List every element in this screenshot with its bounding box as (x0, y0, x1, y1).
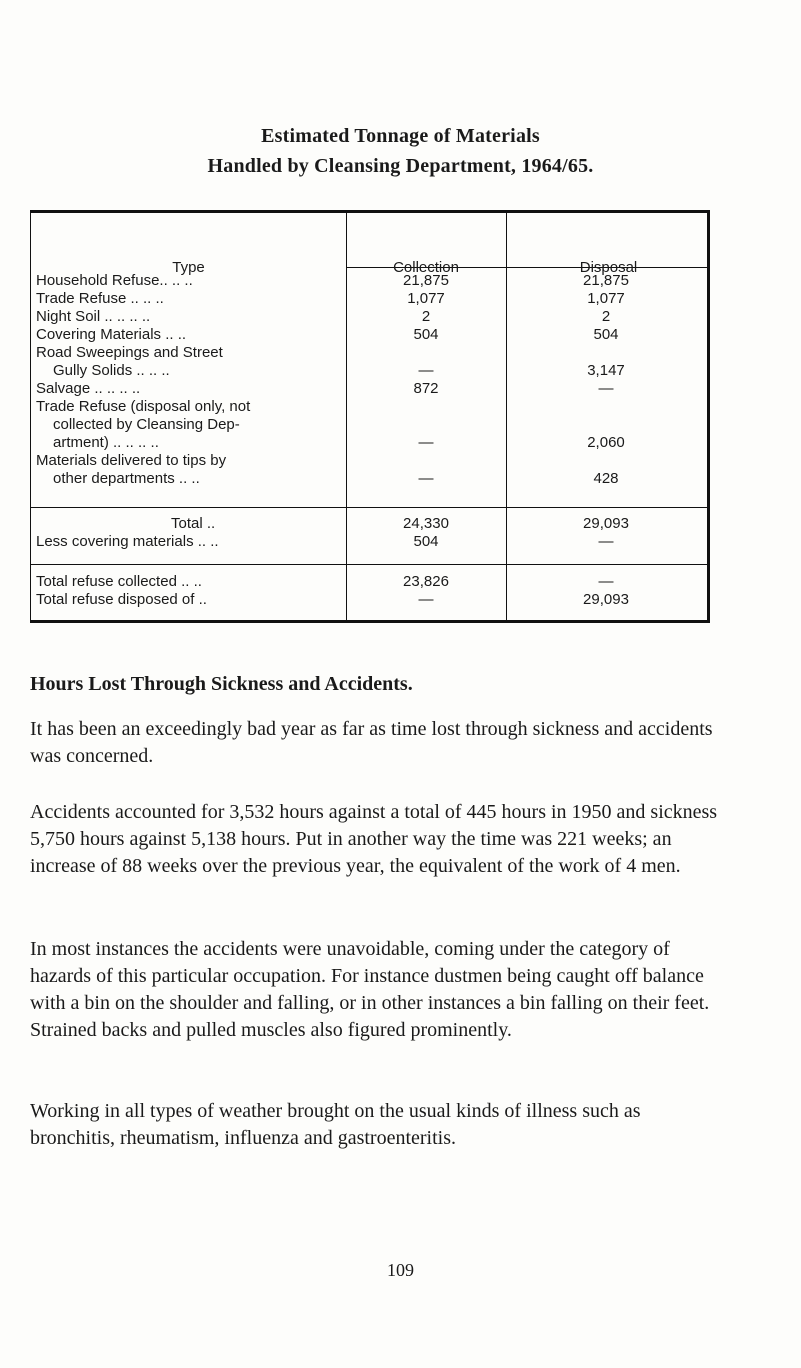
header-collection: Collection (393, 259, 459, 276)
row-type-continued: other departments .. .. (53, 470, 200, 487)
row-type-continued: artment) .. .. .. .. (53, 434, 159, 451)
header-type: Type (172, 259, 205, 276)
row-collection: 21,875 (403, 272, 449, 289)
row-type-continued: Gully Solids .. .. .. (53, 362, 170, 379)
row-collection: — (418, 470, 434, 487)
row-collection: — (418, 362, 434, 379)
row-collection: 504 (413, 326, 439, 343)
paragraph: Working in all types of weather brought on the usual kinds of illness such as bronchitis, rheumatism, influenza and gastroenteritis. (30, 1100, 641, 1149)
row-type: Night Soil .. .. .. .. (36, 308, 151, 325)
total-collected-collection: 23,826 (403, 573, 449, 590)
totals-rule (31, 507, 707, 508)
row-collection: 2 (421, 308, 431, 325)
row-type: Covering Materials .. .. (36, 326, 187, 343)
row-disposal: 504 (593, 326, 619, 343)
total-collected-disposal: — (598, 573, 614, 590)
row-type-continued: collected by Cleansing Dep- (53, 416, 240, 433)
paragraph: Accidents accounted for 3,532 hours against a total of 445 hours in 1950 and sickness 5,750 hours against 5,138 hours. Put in another way the time was 221 weeks; an increase of 88 weeks over the previous year, the equivalent of the work of 4 men. (30, 801, 718, 877)
row-type: Trade Refuse (disposal only, not (36, 398, 251, 415)
row-type: Materials delivered to tips by (36, 452, 227, 469)
row-disposal: 3,147 (587, 362, 625, 379)
section-heading: Hours Lost Through Sickness and Accidents. (30, 673, 413, 695)
row-disposal: 1,077 (587, 290, 625, 307)
total-disposed-collection: — (418, 591, 434, 608)
row-collection: — (418, 434, 434, 451)
row-disposal: 21,875 (583, 272, 629, 289)
row-collection: 1,077 (407, 290, 445, 307)
row-type: Household Refuse.. .. .. (36, 272, 193, 289)
less-covering-label: Less covering materials .. .. (36, 533, 219, 550)
page-number: 109 (387, 1260, 414, 1280)
total-disposed-disposal: 29,093 (583, 591, 629, 608)
less-covering-collection: 504 (413, 533, 439, 550)
final-rule (31, 564, 707, 565)
total-label: Total .. (171, 515, 216, 532)
total-disposal: 29,093 (583, 515, 629, 532)
title-line-1: Estimated Tonnage of Materials (261, 125, 540, 147)
header-disposal: Disposal (579, 259, 638, 276)
paragraph: It has been an exceedingly bad year as far as time lost through sickness and accidents was concerned. (30, 718, 713, 767)
total-collected-label: Total refuse collected .. .. (36, 573, 202, 590)
row-disposal: 2,060 (587, 434, 625, 451)
paragraph: In most instances the accidents were unavoidable, coming under the category of hazards of this particular occupation. For instance dustmen being caught off balance with a bin on the shoulder and falling, or in other instances a bin falling on their feet. Strained backs and pulled muscles also figured prominently. (30, 938, 710, 1041)
total-collection: 24,330 (403, 515, 449, 532)
tonnage-table (30, 210, 710, 623)
title-line-2: Handled by Cleansing Department, 1964/65. (207, 155, 594, 177)
row-collection: 872 (413, 380, 439, 397)
row-disposal: — (598, 380, 614, 397)
row-type: Trade Refuse .. .. .. (36, 290, 164, 307)
row-type: Road Sweepings and Street (36, 344, 223, 361)
row-type: Salvage .. .. .. .. (36, 380, 141, 397)
row-disposal: 428 (593, 470, 619, 487)
row-disposal: 2 (601, 308, 611, 325)
total-disposed-label: Total refuse disposed of .. (36, 591, 207, 608)
less-covering-disposal: — (598, 533, 614, 550)
